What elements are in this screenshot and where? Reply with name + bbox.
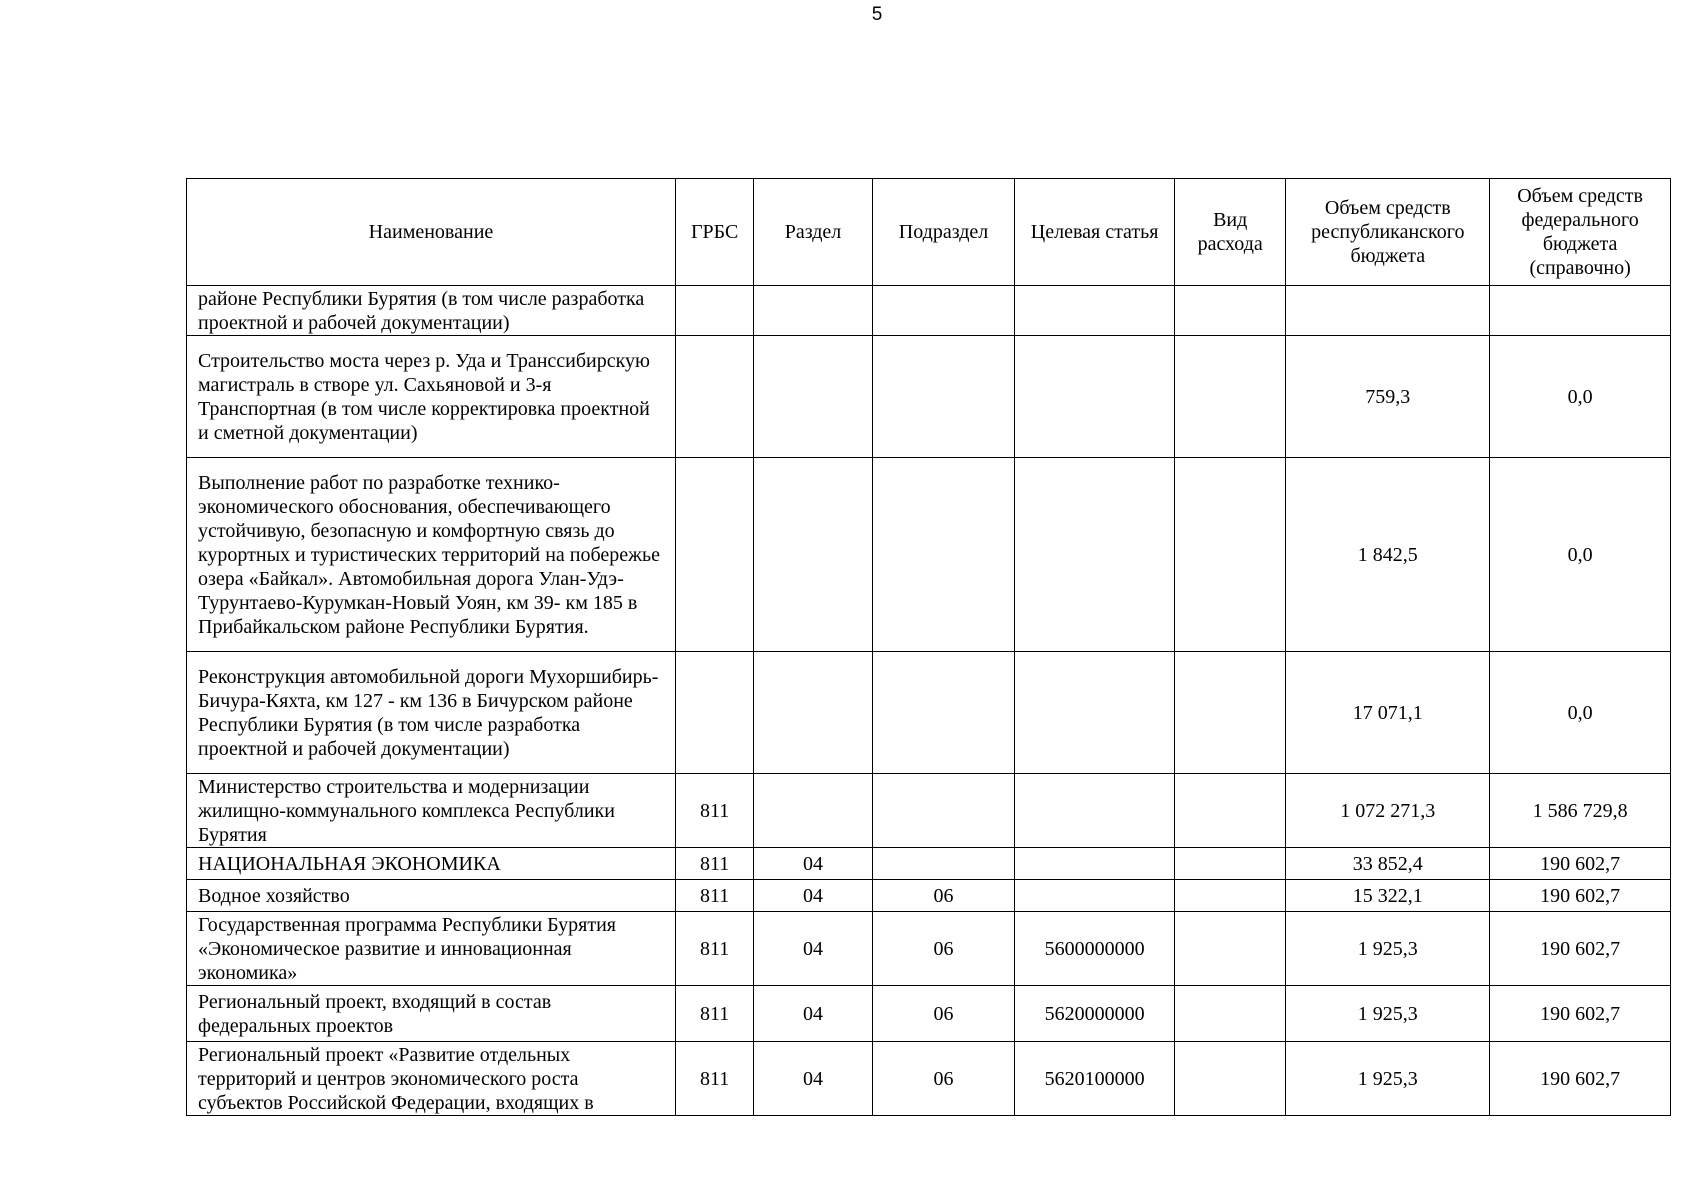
table-row: [187, 912, 1671, 986]
cell-tselevaya: 5600000000: [1015, 912, 1175, 986]
cell-vid: [1174, 458, 1285, 652]
cell-resp: 33 852,4: [1286, 848, 1490, 880]
header-resp-budget: Объем средств республиканского бюджета: [1286, 179, 1490, 286]
table-row: [187, 652, 1671, 774]
cell-grbs: [675, 336, 753, 458]
cell-vid: [1174, 880, 1285, 912]
cell-podrazdel: 06: [872, 880, 1015, 912]
cell-podrazdel: [872, 458, 1015, 652]
cell-razdel: [754, 286, 872, 336]
cell-resp: 1 842,5: [1286, 458, 1490, 652]
table-row: [187, 848, 1671, 880]
cell-vid: [1174, 1042, 1285, 1116]
cell-podrazdel: [872, 286, 1015, 336]
table-row: [187, 1042, 1671, 1116]
header-vid-raskhoda: Вид расхода: [1174, 179, 1285, 286]
cell-razdel: [754, 652, 872, 774]
cell-resp: [1286, 286, 1490, 336]
table-row: [187, 336, 1671, 458]
cell-resp: 1 925,3: [1286, 912, 1490, 986]
cell-tselevaya: 5620000000: [1015, 986, 1175, 1042]
cell-podrazdel: [872, 652, 1015, 774]
cell-name: Региональный проект, входящий в состав федеральных проектов: [187, 986, 676, 1042]
cell-name: Выполнение работ по разработке технико-экономического обоснования, обеспечивающего устойчивую, безопасную и комфортную связь до курортных и туристических территорий на побережье озера «Байкал». Автомобильная дорога Улан-Удэ-Турунтаево-Курумкан-Новый Уоян, км 39- км 185 в Прибайкальском районе Республики Бурятия.: [187, 458, 676, 652]
cell-vid: [1174, 652, 1285, 774]
cell-fed: [1490, 286, 1671, 336]
cell-name: Строительство моста через р. Уда и Транссибирскую магистраль в створе ул. Сахьяновой и 3-я Транспортная (в том числе корректировка проектной и сметной документации): [187, 336, 676, 458]
cell-name: Водное хозяйство: [187, 880, 676, 912]
cell-vid: [1174, 774, 1285, 848]
header-podrazdel: Подраздел: [872, 179, 1015, 286]
cell-resp: 1 072 271,3: [1286, 774, 1490, 848]
cell-name: НАЦИОНАЛЬНАЯ ЭКОНОМИКА: [187, 848, 676, 880]
cell-fed: 0,0: [1490, 336, 1671, 458]
table-row: [187, 986, 1671, 1042]
cell-razdel: 04: [754, 848, 872, 880]
cell-tselevaya: [1015, 286, 1175, 336]
cell-vid: [1174, 912, 1285, 986]
header-name: Наименование: [187, 179, 676, 286]
cell-vid: [1174, 986, 1285, 1042]
cell-grbs: [675, 458, 753, 652]
cell-podrazdel: [872, 336, 1015, 458]
cell-grbs: 811: [675, 880, 753, 912]
cell-tselevaya: [1015, 652, 1175, 774]
cell-fed: 0,0: [1490, 458, 1671, 652]
cell-fed: 1 586 729,8: [1490, 774, 1671, 848]
cell-grbs: 811: [675, 1042, 753, 1116]
cell-vid: [1174, 286, 1285, 336]
cell-name: Региональный проект «Развитие отдельных территорий и центров экономического роста субъектов Российской Федерации, входящих в: [187, 1042, 676, 1116]
cell-resp: 17 071,1: [1286, 652, 1490, 774]
cell-fed: 0,0: [1490, 652, 1671, 774]
cell-tselevaya: [1015, 848, 1175, 880]
cell-name: Государственная программа Республики Бурятия «Экономическое развитие и инновационная экономика»: [187, 912, 676, 986]
cell-fed: 190 602,7: [1490, 1042, 1671, 1116]
cell-razdel: [754, 774, 872, 848]
cell-grbs: 811: [675, 912, 753, 986]
cell-grbs: [675, 652, 753, 774]
cell-fed: 190 602,7: [1490, 912, 1671, 986]
table-row: [187, 286, 1671, 336]
header-grbs: ГРБС: [675, 179, 753, 286]
header-razdel: Раздел: [754, 179, 872, 286]
cell-grbs: 811: [675, 986, 753, 1042]
cell-podrazdel: [872, 848, 1015, 880]
cell-resp: 759,3: [1286, 336, 1490, 458]
cell-tselevaya: [1015, 774, 1175, 848]
table-row: [187, 880, 1671, 912]
cell-resp: 15 322,1: [1286, 880, 1490, 912]
cell-fed: 190 602,7: [1490, 880, 1671, 912]
cell-fed: 190 602,7: [1490, 848, 1671, 880]
table-row: [187, 458, 1671, 652]
cell-podrazdel: 06: [872, 912, 1015, 986]
page-number: 5: [871, 4, 883, 25]
cell-name: районе Республики Бурятия (в том числе разработка проектной и рабочей документации): [187, 286, 676, 336]
cell-grbs: 811: [675, 848, 753, 880]
cell-tselevaya: [1015, 336, 1175, 458]
table-row: [187, 774, 1671, 848]
cell-vid: [1174, 848, 1285, 880]
table-header-row: [187, 179, 1671, 286]
cell-razdel: 04: [754, 880, 872, 912]
cell-fed: 190 602,7: [1490, 986, 1671, 1042]
cell-grbs: 811: [675, 774, 753, 848]
cell-grbs: [675, 286, 753, 336]
budget-table: [186, 178, 1671, 1116]
cell-podrazdel: 06: [872, 1042, 1015, 1116]
cell-razdel: 04: [754, 912, 872, 986]
cell-tselevaya: [1015, 458, 1175, 652]
cell-razdel: 04: [754, 986, 872, 1042]
cell-name: Реконструкция автомобильной дороги Мухоршибирь-Бичура-Кяхта, км 127 - км 136 в Бичурском районе Республики Бурятия (в том числе разработка проектной и рабочей документации): [187, 652, 676, 774]
header-tselevaya-statya: Целевая статья: [1015, 179, 1175, 286]
cell-razdel: 04: [754, 1042, 872, 1116]
cell-tselevaya: 5620100000: [1015, 1042, 1175, 1116]
cell-tselevaya: [1015, 880, 1175, 912]
header-fed-budget: Объем средств федерального бюджета (справочно): [1490, 179, 1671, 286]
cell-podrazdel: [872, 774, 1015, 848]
cell-resp: 1 925,3: [1286, 986, 1490, 1042]
cell-podrazdel: 06: [872, 986, 1015, 1042]
cell-resp: 1 925,3: [1286, 1042, 1490, 1116]
cell-name: Министерство строительства и модернизации жилищно-коммунального комплекса Республики Бурятия: [187, 774, 676, 848]
cell-vid: [1174, 336, 1285, 458]
cell-razdel: [754, 336, 872, 458]
cell-razdel: [754, 458, 872, 652]
